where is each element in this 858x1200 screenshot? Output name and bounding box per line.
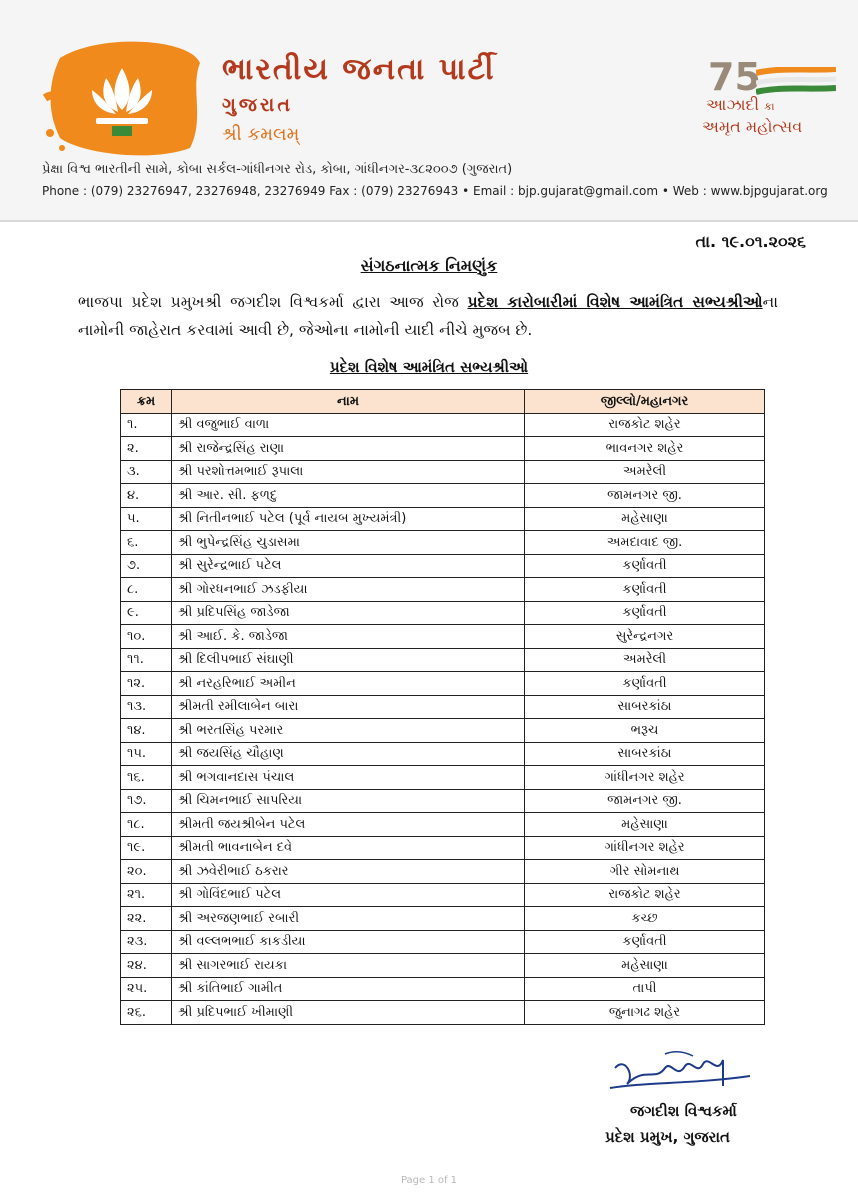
row-serial: ૧૯. [121,836,172,860]
row-serial: ૧૭. [121,789,172,813]
row-name: શ્રી સુરેન્દ્રભાઈ પટેલ [172,554,525,578]
row-name: શ્રી કાંતિભાઈ ગામીત [172,977,525,1001]
row-serial: ૨૨. [121,907,172,931]
row-serial: ૯. [121,601,172,625]
azadi-ka: કા [764,100,775,113]
row-district: રાજકોટ શહેર [525,883,765,907]
row-serial: ૮. [121,578,172,602]
row-serial: ૨૩. [121,930,172,954]
row-name: શ્રીમતી જયશ્રીબેન પટેલ [172,813,525,837]
table-row [121,437,765,461]
office-address: પ્રેક્ષા વિશ્વ ભારતીની સામે, કોબા સર્કલ-ગાંધીનગર રોડ, કોબા, ગાંધીનગર-૩૮૨૦૦૭ (ગુજરાત) [42,162,513,177]
row-name: શ્રી નરહરિભાઈ અમીન [172,672,525,696]
azadi-line1 [706,95,775,115]
row-name: શ્રી ભરતસિંહ પરમાર [172,719,525,743]
row-district: કર્ણાવતી [525,672,765,696]
row-district: ગીર સોમનાથ [525,860,765,884]
row-name: શ્રી વજુભાઈ વાળા [172,413,525,437]
row-name: શ્રી આઈ. કે. જાડેજા [172,625,525,649]
row-serial: ૭. [121,554,172,578]
row-district: સાબરકાંઠા [525,742,765,766]
row-district: કચ્છ [525,907,765,931]
signatory-designation: પ્રદેશ પ્રમુખ, ગુજરાત [605,1128,730,1146]
row-name: શ્રી ગોરધનભાઈ ઝડફીયા [172,578,525,602]
row-name: શ્રી નિતીનભાઈ પટેલ (પૂર્વ નાયબ મુખ્યમંત્રી) [172,507,525,531]
row-serial: ૧૬. [121,766,172,790]
row-serial: ૧૪. [121,719,172,743]
body-highlight: પ્રદેશ કારોબારીમાં વિશેષ આમંત્રિત સભ્યશ્રીઓ [467,293,763,311]
letterhead [0,0,858,222]
row-name: શ્રી ભુપેન્દ્રસિંહ ચુડાસમા [172,531,525,555]
party-name: ભારતીય જનતા પાર્ટી [222,52,496,87]
azadi-number: 75 [708,55,761,99]
table-row [121,836,765,860]
row-serial: ૧૮. [121,813,172,837]
table-row [121,648,765,672]
row-serial: ૧૩. [121,695,172,719]
row-name: શ્રી પ્રદિપભાઈ ખીમાણી [172,1001,525,1025]
header-name: નામ [172,390,525,414]
signatory-name: જગદીશ વિશ્વકર્મા [630,1102,737,1120]
row-district: જુનાગઢ શહેર [525,1001,765,1025]
table-row [121,484,765,508]
table-row [121,554,765,578]
row-district: કર્ણાવતી [525,578,765,602]
table-row [121,954,765,978]
row-name: શ્રી ઝવેરીભાઈ ઠકરાર [172,860,525,884]
party-office: શ્રી કમલમ્ [222,124,300,145]
row-serial: ૬. [121,531,172,555]
row-district: તાપી [525,977,765,1001]
members-table [120,389,765,1025]
row-district: સુરેન્દ્રનગર [525,625,765,649]
row-name: શ્રી અરજણભાઈ રબારી [172,907,525,931]
row-district: ગાંધીનગર શહેર [525,836,765,860]
header-serial: ક્રમ [121,390,172,414]
row-district: મહેસાણા [525,954,765,978]
table-row [121,601,765,625]
row-name: શ્રી પ્રદિપસિંહ જાડેજા [172,601,525,625]
row-district: કર્ણાવતી [525,601,765,625]
signature [605,1046,755,1096]
row-name: શ્રી જયસિંહ ચૌહાણ [172,742,525,766]
letter-date: તા. ૧૯.૦૧.૨૦૨૬ [695,232,806,251]
letter-subject: સંગઠનાત્મક નિમણુંક [360,256,498,275]
row-district: ભાવનગર શહેર [525,437,765,461]
table-row [121,860,765,884]
table-row [121,766,765,790]
table-row [121,578,765,602]
row-name: શ્રી આર. સી. ફળદુ [172,484,525,508]
row-serial: ૧૫. [121,742,172,766]
row-district: મહેસાણા [525,507,765,531]
table-row [121,930,765,954]
row-name: શ્રીમતી રમીલાબેન બારા [172,695,525,719]
row-serial: ૪. [121,484,172,508]
table-row [121,460,765,484]
table-row [121,789,765,813]
row-name: શ્રી ચિમનભાઈ સાપરિયા [172,789,525,813]
row-district: સાબરકાંઠા [525,695,765,719]
header-district: જીલ્લો/મહાનગર [525,390,765,414]
row-name: શ્રીમતી ભાવનાબેન દવે [172,836,525,860]
row-serial: ૧૦. [121,625,172,649]
azadi-word: આઝાદી [706,95,760,114]
table-row [121,1001,765,1025]
row-district: કર્ણાવતી [525,554,765,578]
row-serial: ૨૫. [121,977,172,1001]
bjp-lotus-logo [40,38,210,158]
table-row [121,625,765,649]
row-serial: ૨. [121,437,172,461]
row-district: જામનગર જી. [525,789,765,813]
row-name: શ્રી વલ્લભભાઈ કાકડીયા [172,930,525,954]
table-row [121,695,765,719]
row-serial: ૩. [121,460,172,484]
table-row [121,672,765,696]
row-serial: ૫. [121,507,172,531]
table-row [121,907,765,931]
azadi-line2: અમૃત મહોત્સવ [702,117,803,136]
row-serial: ૨૧. [121,883,172,907]
row-district: મહેસાણા [525,813,765,837]
letter-body [78,288,778,344]
row-name: શ્રી ગોવિંદભાઈ પટેલ [172,883,525,907]
row-name: શ્રી રાજેન્દ્રસિંહ રાણા [172,437,525,461]
table-row [121,883,765,907]
azadi-ka-amrit-mahotsav-logo [700,55,840,140]
row-district: જામનગર જી. [525,484,765,508]
table-row [121,531,765,555]
list-title: પ્રદેશ વિશેષ આમંત્રિત સભ્યશ્રીઓ [329,358,529,376]
row-name: શ્રી દિલીપભાઈ સંઘાણી [172,648,525,672]
row-serial: ૨૦. [121,860,172,884]
table-row [121,742,765,766]
row-district: અમરેલી [525,460,765,484]
table-row [121,977,765,1001]
row-name: શ્રી સાગરભાઈ રાયકા [172,954,525,978]
row-serial: ૧૨. [121,672,172,696]
party-state: ગુજરાત [222,94,293,116]
row-district: ગાંધીનગર શહેર [525,766,765,790]
row-serial: ૨૪. [121,954,172,978]
row-serial: ૧. [121,413,172,437]
contact-line: Phone : (079) 23276947, 23276948, 23276949 Fax : (079) 23276943 • Email : bjp.gujarat@gmail.com • Web : www.bjpgujarat.org [42,184,828,198]
body-part-2: ના નામોની જાહેરાત કરવામાં આવી છે, જેઓના નામોની યાદી નીચે મુજબ છે. [78,293,778,339]
table-row [121,413,765,437]
row-district: કર્ણાવતી [525,930,765,954]
row-serial: ૨૬. [121,1001,172,1025]
body-part-1: ભાજપા પ્રદેશ પ્રમુખશ્રી જગદીશ વિશ્વકર્મા દ્વારા આજ રોજ [78,293,468,311]
row-district: રાજકોટ શહેર [525,413,765,437]
table-header-row [121,390,765,414]
row-district: અમદાવાદ જી. [525,531,765,555]
page-number: Page 1 of 1 [400,1175,458,1186]
row-district: અમરેલી [525,648,765,672]
row-name: શ્રી ભગવાનદાસ પંચાલ [172,766,525,790]
table-row [121,719,765,743]
table-row [121,813,765,837]
row-name: શ્રી પરશોત્તમભાઈ રૂપાલા [172,460,525,484]
row-district: ભરૂચ [525,719,765,743]
row-serial: ૧૧. [121,648,172,672]
table-row [121,507,765,531]
